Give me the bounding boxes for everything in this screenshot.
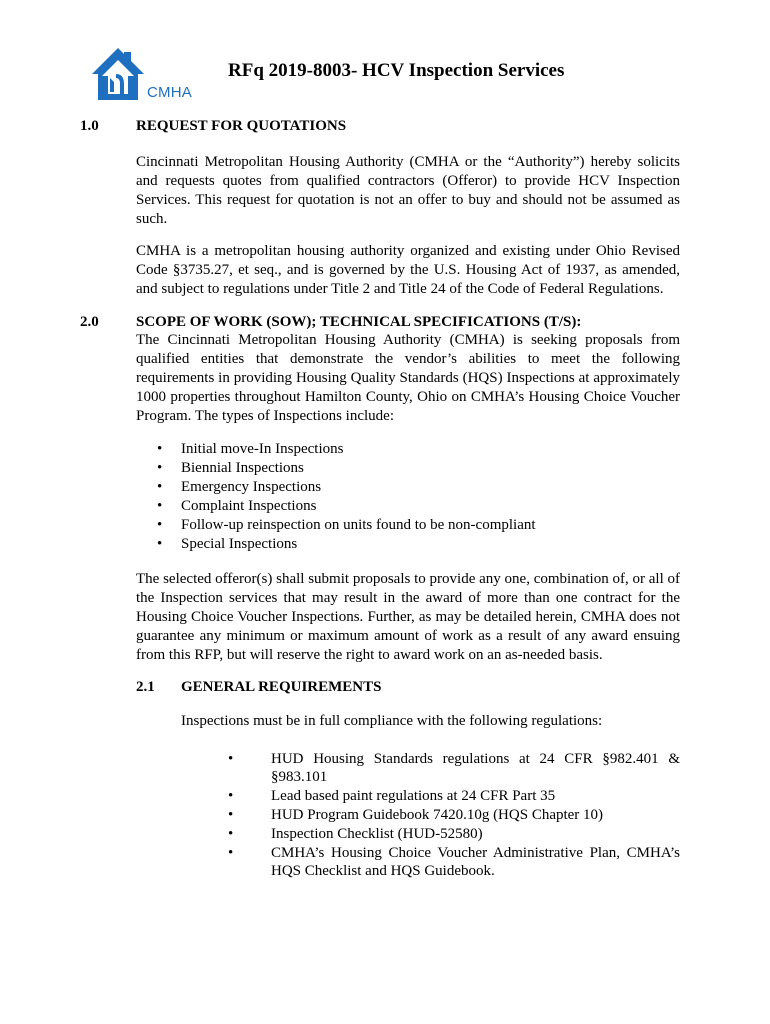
regulations-list [226,750,680,881]
list-item: • Complaint Inspections [136,497,536,516]
list-item: • Special Inspections [136,535,536,554]
list-item: • HUD Housing Standards regulations at 24 CFR §982.401 & §983.101 [226,750,680,786]
section-2-number: 2.0 [80,314,99,330]
cmha-logo [90,44,200,106]
list-item: • Lead based paint regulations at 24 CFR Part 35 [226,787,680,805]
section-1-title: REQUEST FOR QUOTATIONS [136,118,347,134]
list-item: • Initial move-In Inspections [136,440,536,459]
logo-text: CMHA [147,84,192,101]
section-2-paragraph-1: The Cincinnati Metropolitan Housing Authority (CMHA) is seeking proposals from qualified entities that demonstrate the vendor’s abilities to meet the following requirements in providing Housing Quality Standards (HQS) Inspections at approximately 1000 properties throughout Hamilton County, Ohio on CMHA’s Housing Choice Voucher Program. The types of Inspections include: [136,332,680,424]
list-item: • CMHA’s Housing Choice Voucher Administrative Plan, CMHA’s HQS Checklist and HQS Guidebook. [226,844,680,880]
inspection-types-list [136,440,536,554]
list-item: • Biennial Inspections [136,459,536,478]
list-item: • HUD Program Guidebook 7420.10g (HQS Chapter 10) [226,806,680,824]
section-2-1-number: 2.1 [136,679,155,695]
section-2-1-intro: Inspections must be in full compliance with the following regulations: [181,713,603,729]
list-item: • Emergency Inspections [136,478,536,497]
document-title: RFq 2019-8003- HCV Inspection Services [228,60,565,81]
section-1-number: 1.0 [80,118,99,134]
list-item: • Inspection Checklist (HUD-52580) [226,825,680,843]
section-2-paragraph-2: The selected offeror(s) shall submit proposals to provide any one, combination of, or all of the Inspection services that may result in the award of more than one contract for the Housing Choice Voucher Inspections. Further, as may be detailed herein, CMHA does not guarantee any minimum or maximum amount of work as a result of any award ensuing from this RFP, but will reserve the right to award work on an as-needed basis. [136,571,680,663]
house-icon [90,44,150,104]
list-item: • Follow-up reinspection on units found to be non-compliant [136,516,536,535]
section-1-paragraph-1: Cincinnati Metropolitan Housing Authority (CMHA or the “Authority”) hereby solicits and requests quotes from qualified contractors (Offeror) to provide HCV Inspection Services. This request for quotation is not an offer to buy and should not be assumed as such. [136,154,680,227]
section-1-paragraph-2: CMHA is a metropolitan housing authority organized and existing under Ohio Revised Code §3735.27, et seq., and is governed by the U.S. Housing Act of 1937, as amended, and subject to regulations under Title 2 and Title 24 of the Code of Federal Regulations. [136,243,680,297]
section-2-1-title: GENERAL REQUIREMENTS [181,679,382,695]
section-2-title: SCOPE OF WORK (SOW); TECHNICAL SPECIFICATIONS (T/S): [136,314,582,330]
